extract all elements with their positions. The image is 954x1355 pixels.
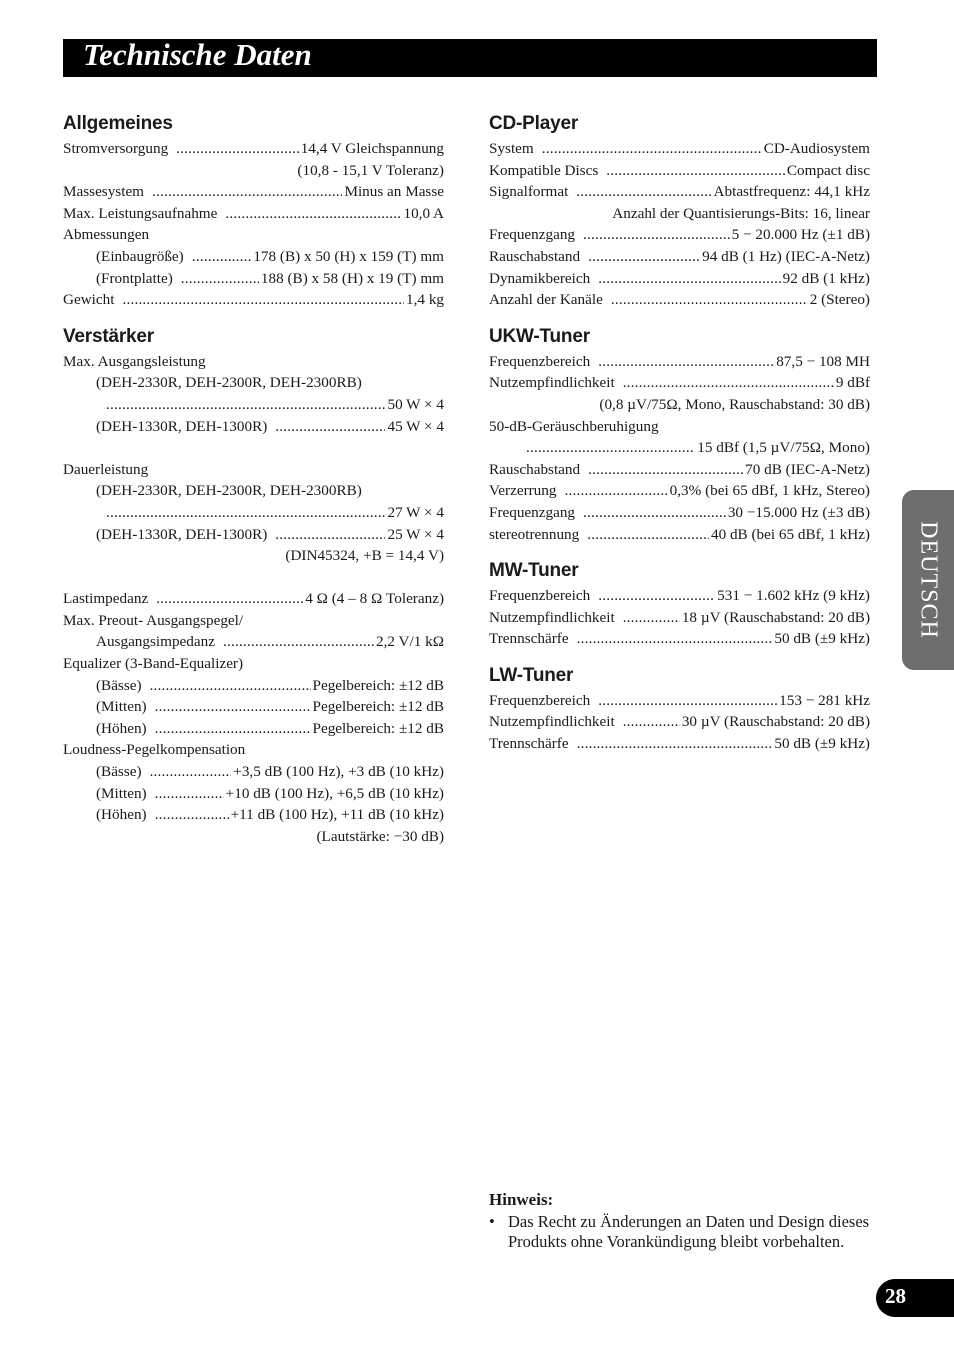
spec-label: Rauschabstand [489,460,581,478]
spec-label: Frequenzbereich [489,691,591,709]
spec-row [489,289,870,311]
spec-row [489,203,870,225]
spec-value: 25 W × 4 [387,525,444,543]
spec-value: 30 µV (Rauschabstand: 20 dB) [681,713,870,731]
leader-dots [152,181,342,203]
spec-row [63,653,444,675]
spec-label: stereotrennung [489,525,580,543]
section-heading: LW-Tuner [489,664,574,686]
spec-label: Nutzempfindlichkeit [489,713,615,731]
spec-label: Max. Preout- Ausgangspegel/ [63,611,244,629]
spec-value: 2,2 V/1 kΩ [376,633,444,651]
spec-row [63,631,444,653]
spec-value: 10,0 A [403,204,444,222]
spec-row [63,246,444,268]
left-column [63,112,444,861]
leader-dots [587,524,709,546]
leader-dots [598,585,715,607]
spec-row [63,416,444,438]
leader-dots [598,268,780,290]
spec-label: Trennschärfe [489,735,569,753]
leader-dots [150,675,311,697]
spec-row [489,416,870,438]
spec-label: Kompatible Discs [489,161,599,179]
spec-row [63,459,444,481]
spec-label: (Bässe) [96,676,142,694]
spec-value: 2 (Stereo) [809,291,870,309]
leader-dots [225,203,401,225]
spec-row [63,394,444,416]
leader-dots [156,588,303,610]
spec-label: (DEH-2330R, DEH-2300R, DEH-2300RB) [96,482,362,500]
leader-dots [598,351,774,373]
spec-value: (0,8 µV/75Ω, Mono, Rauschabstand: 30 dB) [599,395,870,413]
spec-row [63,268,444,290]
spec-value: +3,5 dB (100 Hz), +3 dB (10 kHz) [233,763,444,781]
spec-value: Abtastfrequenz: 44,1 kHz [713,183,870,201]
spec-row [63,181,444,203]
spec-label: (Mitten) [96,784,147,802]
spec-value: 188 (B) x 58 (H) x 19 (T) mm [260,269,444,287]
leader-dots [583,224,730,246]
language-label: DEUTSCH [915,521,942,639]
bullet-glyph: • [489,1211,495,1231]
page-number-tab [876,1279,954,1317]
hinweis-heading: Hinweis: [489,1190,554,1209]
spec-value: 15 dBf (1,5 µV/75Ω, Mono) [697,439,870,457]
leader-dots [176,138,299,160]
spec-value: Pegelbereich: ±12 dB [312,698,444,716]
leader-dots [598,690,777,712]
section-verstaerker [63,325,444,848]
section-lw-tuner [489,664,870,755]
leader-dots [542,138,762,160]
spec-label: Max. Leistungsaufnahme [63,204,218,222]
spec-label: (Höhen) [96,806,147,824]
spacer [63,567,444,589]
spec-value: (DIN45324, +B = 14,4 V) [285,547,444,565]
spec-label: Abmessungen [63,226,150,244]
spec-value: 45 W × 4 [387,417,444,435]
hinweis-bullet-item [489,1212,870,1253]
spec-row [63,696,444,718]
spec-row [63,545,444,567]
spec-value: 18 µV (Rauschabstand: 20 dB) [681,608,870,626]
spec-row [489,181,870,203]
spacer [63,437,444,459]
leader-dots [155,804,229,826]
spec-row [63,675,444,697]
spec-value: 27 W × 4 [387,503,444,521]
spec-value: 531 − 1.602 kHz (9 kHz) [717,587,870,605]
spec-row [63,610,444,632]
section-cd-player [489,112,870,311]
section-heading: Verstärker [63,325,154,347]
spec-value: 4 Ω (4 – 8 Ω Toleranz) [305,590,444,608]
spec-value: Minus an Masse [344,183,444,201]
section-heading: MW-Tuner [489,560,579,582]
spec-row [63,351,444,373]
spec-label: Trennschärfe [489,630,569,648]
spec-row [489,394,870,416]
spec-row [489,585,870,607]
right-column [489,112,870,769]
leader-dots [155,783,224,805]
spec-row [489,351,870,373]
spec-row [63,203,444,225]
spec-label: Massesystem [63,183,144,201]
leader-dots [155,696,311,718]
spec-value: 92 dB (1 kHz) [782,269,870,287]
spec-label: Nutzempfindlichkeit [489,374,615,392]
section-ukw-tuner [489,325,870,545]
spec-row [489,459,870,481]
spec-row [63,739,444,761]
section-mw-tuner [489,559,870,650]
spec-label: Signalformat [489,183,569,201]
spec-label: Loudness-Pegelkompensation [63,741,246,759]
spec-label: Gewicht [63,291,115,309]
page-number: 28 [885,1284,906,1308]
spec-row [489,690,870,712]
spec-row [489,711,870,733]
spec-value: 70 dB (IEC-A-Netz) [745,460,870,478]
spec-row [63,718,444,740]
spec-value: Compact disc [786,161,870,179]
hinweis-text: Das Recht zu Änderungen an Daten und Design dieses Produkts ohne Vorankündigung bleibt vorbehalten. [508,1211,870,1251]
spec-row [63,524,444,546]
spec-value: CD-Audiosystem [763,140,870,157]
spec-label: (Höhen) [96,719,147,737]
spec-value: 9 dBf [835,374,870,392]
leader-dots [623,607,680,629]
spec-row [489,607,870,629]
leader-dots [150,761,232,783]
page-title-bar [63,39,877,77]
spec-label: (Frontplatte) [96,269,173,287]
spec-row [489,246,870,268]
leader-dots [122,289,404,311]
hinweis-note [489,1190,870,1253]
leader-dots [526,437,695,459]
spec-value: 30 −15.000 Hz (±3 dB) [727,503,870,521]
leader-dots [275,416,385,438]
spec-row [489,480,870,502]
spec-row [489,138,870,160]
spec-label: (Einbaugröße) [96,247,184,265]
leader-dots [106,502,385,524]
spec-value: 5 − 20.000 Hz (±1 dB) [731,226,870,244]
spec-label: (Bässe) [96,763,142,781]
leader-dots [275,524,385,546]
spec-label: Nutzempfindlichkeit [489,608,615,626]
spec-label: Frequenzbereich [489,587,591,605]
leader-dots [623,711,680,733]
spec-value: 50 W × 4 [387,395,444,413]
spec-row [489,628,870,650]
leader-dots [583,502,726,524]
spec-label: Ausgangsimpedanz [96,633,215,651]
spec-row [489,733,870,755]
leader-dots [223,631,374,653]
spec-label: (DEH-1330R, DEH-1300R) [96,525,268,543]
spec-value: +11 dB (100 Hz), +11 dB (10 kHz) [230,806,444,824]
leader-dots [564,480,667,502]
spec-row [489,224,870,246]
spec-value: 40 dB (bei 65 dBf, 1 kHz) [710,525,870,543]
spec-label: Equalizer (3-Band-Equalizer) [63,655,244,673]
spec-row [63,160,444,182]
language-side-tab [902,490,954,670]
spec-label: Frequenzgang [489,226,576,244]
leader-dots [577,628,773,650]
spec-label: Anzahl der Kanäle [489,291,603,309]
section-heading: CD-Player [489,113,579,134]
spec-row [63,138,444,160]
spec-row [63,761,444,783]
leader-dots [576,181,711,203]
spec-label: Dauerleistung [63,460,149,478]
section-allgemeines [63,112,444,311]
spec-row [489,437,870,459]
spec-row [489,160,870,182]
spec-row [63,804,444,826]
spec-value: 87,5 − 108 MH [776,352,870,370]
spec-row [63,502,444,524]
spec-label: Rauschabstand [489,247,581,265]
spec-row [489,268,870,290]
spec-row [63,372,444,394]
spec-value: 1,4 kg [406,291,444,309]
spec-row [63,480,444,502]
section-heading: Allgemeines [63,113,173,134]
spec-value: 178 (B) x 50 (H) x 159 (T) mm [253,247,444,265]
spec-value: +10 dB (100 Hz), +6,5 dB (10 kHz) [225,784,444,802]
spec-label: Dynamikbereich [489,269,591,287]
leader-dots [606,160,785,182]
leader-dots [192,246,252,268]
spec-value: Pegelbereich: ±12 dB [312,719,444,737]
spec-row [63,289,444,311]
spec-value: Anzahl der Quantisierungs-Bits: 16, linear [612,204,870,222]
spec-label: (Mitten) [96,698,147,716]
spec-label: Max. Ausgangsleistung [63,352,206,370]
spec-label: (DEH-2330R, DEH-2300R, DEH-2300RB) [96,374,362,392]
spec-label: Lastimpedanz [63,590,149,608]
spec-row [63,224,444,246]
spec-value: (Lautstärke: −30 dB) [316,827,444,845]
leader-dots [623,372,834,394]
spec-label: Frequenzbereich [489,352,591,370]
spec-value: (10,8 - 15,1 V Toleranz) [297,161,444,179]
spec-label: Stromversorgung [63,140,169,157]
spec-label: System [489,140,534,157]
spec-value: 14,4 V Gleichspannung [300,140,444,157]
spec-label: (DEH-1330R, DEH-1300R) [96,417,268,435]
leader-dots [588,246,700,268]
spec-value: 0,3% (bei 65 dBf, 1 kHz, Stereo) [669,482,870,500]
spec-row [63,783,444,805]
spec-label: 50-dB-Geräuschberuhigung [489,417,659,435]
spec-label: Verzerrung [489,482,557,500]
leader-dots [611,289,808,311]
spec-value: 50 dB (±9 kHz) [774,630,870,648]
leader-dots [106,394,385,416]
page-title: Technische Daten [83,37,312,72]
spec-row [63,588,444,610]
spec-label: Frequenzgang [489,503,576,521]
spec-value: Pegelbereich: ±12 dB [312,676,444,694]
spec-value: 50 dB (±9 kHz) [774,735,870,753]
spec-row [489,372,870,394]
leader-dots [577,733,773,755]
spec-row [63,826,444,848]
spec-row [489,524,870,546]
leader-dots [588,459,743,481]
section-heading: UKW-Tuner [489,325,590,347]
leader-dots [155,718,311,740]
spec-value: 153 − 281 kHz [779,691,870,709]
leader-dots [181,268,259,290]
spec-value: 94 dB (1 Hz) (IEC-A-Netz) [702,247,870,265]
spec-row [489,502,870,524]
